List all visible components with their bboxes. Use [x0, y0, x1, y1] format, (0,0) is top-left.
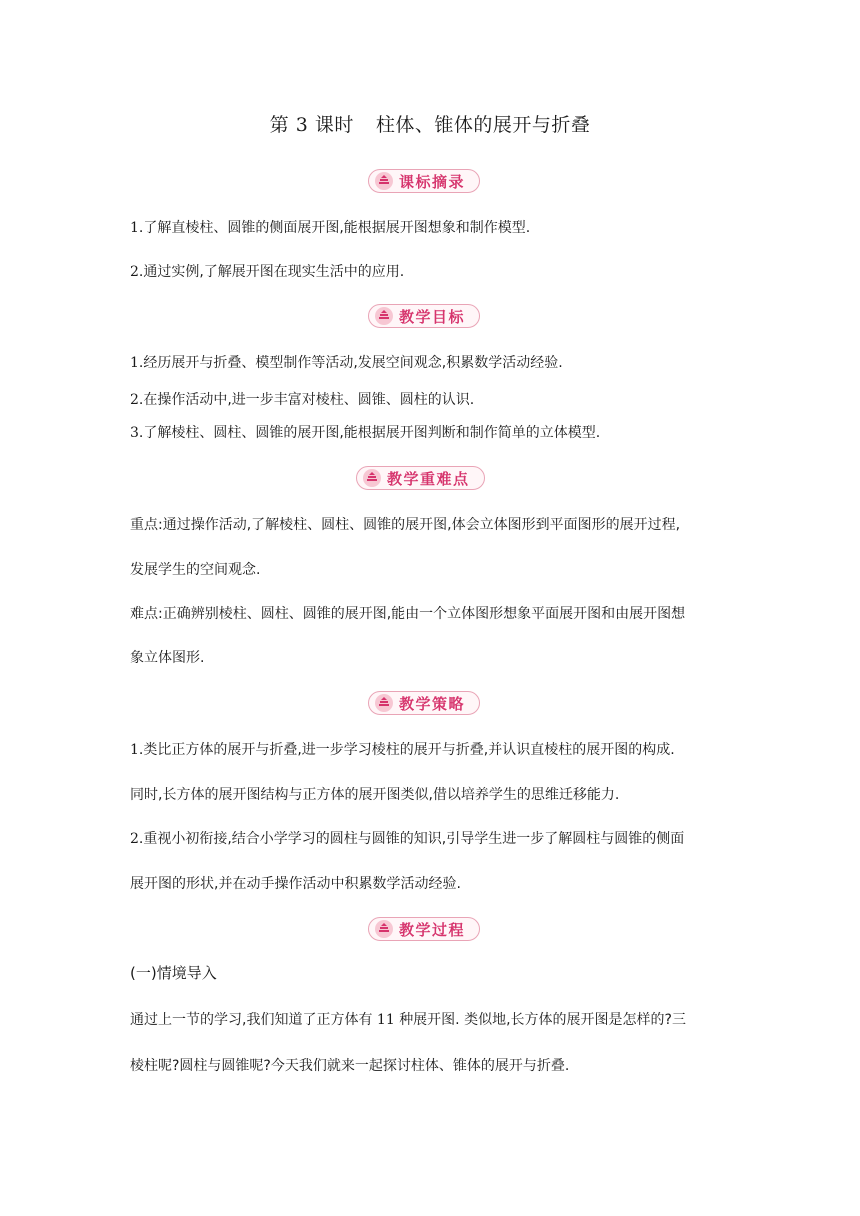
- standards-item-2: 2.通过实例,了解展开图在现实生活中的应用.: [130, 264, 405, 280]
- book-stack-icon: [375, 694, 393, 712]
- section-heading: 教学目标: [399, 307, 466, 326]
- goals-item-2: 2.在操作活动中,进一步丰富对棱柱、圆锥、圆柱的认识.: [130, 392, 475, 408]
- key-points-line-1: 重点:通过操作活动,了解棱柱、圆柱、圆锥的展开图,体会立体图形到平面图形的展开过程,: [130, 517, 681, 533]
- section-badge-strategy: [368, 691, 480, 715]
- section-heading: 课标摘录: [399, 172, 466, 191]
- section-badge-process: [368, 917, 480, 941]
- book-stack-icon: [363, 469, 381, 487]
- goals-item-1: 1.经历展开与折叠、模型制作等活动,发展空间观念,积累数学活动经验.: [130, 355, 563, 371]
- section-badge-standards: [368, 169, 480, 193]
- key-points-line-3: 难点:正确辨别棱柱、圆柱、圆锥的展开图,能由一个立体图形想象平面展开图和由展开图想: [130, 606, 686, 622]
- section-heading: 教学重难点: [387, 469, 470, 488]
- book-stack-icon: [375, 172, 393, 190]
- process-line-1: 通过上一节的学习,我们知道了正方体有 11 种展开图. 类似地,长方体的展开图是怎样的?三: [130, 1012, 686, 1028]
- standards-item-1: 1.了解直棱柱、圆锥的侧面展开图,能根据展开图想象和制作模型.: [130, 220, 531, 236]
- book-stack-icon: [375, 920, 393, 938]
- section-heading: 教学策略: [399, 694, 466, 713]
- process-subheading: (一)情境导入: [130, 964, 217, 982]
- key-points-line-2: 发展学生的空间观念.: [130, 562, 261, 578]
- process-line-2: 棱柱呢?圆柱与圆锥呢?今天我们就来一起探讨柱体、锥体的展开与折叠.: [130, 1058, 570, 1074]
- strategy-line-3: 2.重视小初衔接,结合小学学习的圆柱与圆锥的知识,引导学生进一步了解圆柱与圆锥的侧面: [130, 831, 685, 847]
- lesson-number: 第 3 课时: [269, 114, 354, 136]
- strategy-line-4: 展开图的形状,并在动手操作活动中积累数学活动经验.: [130, 876, 461, 892]
- book-stack-icon: [375, 307, 393, 325]
- strategy-line-2: 同时,长方体的展开图结构与正方体的展开图类似,借以培养学生的思维迁移能力.: [130, 787, 620, 803]
- section-badge-key-points: [356, 466, 485, 490]
- section-heading: 教学过程: [399, 920, 466, 939]
- page-title: [0, 110, 860, 137]
- lesson-topic: 柱体、锥体的展开与折叠: [375, 114, 591, 136]
- section-badge-goals: [368, 304, 480, 328]
- goals-item-3: 3.了解棱柱、圆柱、圆锥的展开图,能根据展开图判断和制作简单的立体模型.: [130, 425, 601, 441]
- key-points-line-4: 象立体图形.: [130, 650, 205, 666]
- strategy-line-1: 1.类比正方体的展开与折叠,进一步学习棱柱的展开与折叠,并认识直棱柱的展开图的构成.: [130, 742, 675, 758]
